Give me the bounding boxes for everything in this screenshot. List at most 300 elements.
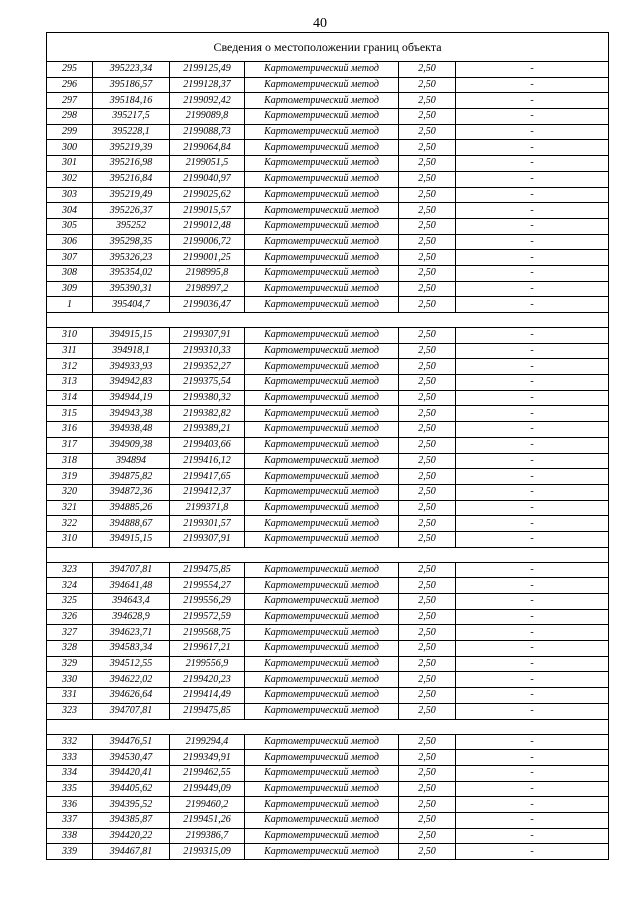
accuracy-cell: 2,50 bbox=[399, 531, 456, 547]
x-coordinate-cell: 394643,4 bbox=[93, 594, 170, 610]
x-coordinate-cell: 394894 bbox=[93, 453, 170, 469]
point-number-cell: 335 bbox=[47, 781, 93, 797]
description-cell: - bbox=[456, 812, 609, 828]
table-row bbox=[47, 594, 609, 610]
x-coordinate-cell: 394405,62 bbox=[93, 781, 170, 797]
x-coordinate-cell: 394707,81 bbox=[93, 703, 170, 719]
table-row bbox=[47, 171, 609, 187]
accuracy-cell: 2,50 bbox=[399, 62, 456, 78]
accuracy-cell: 2,50 bbox=[399, 281, 456, 297]
method-cell: Картометрический метод bbox=[245, 234, 399, 250]
description-cell: - bbox=[456, 656, 609, 672]
table-row bbox=[47, 359, 609, 375]
table-row bbox=[47, 156, 609, 172]
table-row bbox=[47, 484, 609, 500]
x-coordinate-cell: 394395,52 bbox=[93, 797, 170, 813]
x-coordinate-cell: 394420,22 bbox=[93, 828, 170, 844]
accuracy-cell: 2,50 bbox=[399, 641, 456, 657]
point-number-cell: 296 bbox=[47, 77, 93, 93]
table-row bbox=[47, 781, 609, 797]
x-coordinate-cell: 394512,55 bbox=[93, 656, 170, 672]
point-number-cell: 310 bbox=[47, 531, 93, 547]
table-row bbox=[47, 187, 609, 203]
description-cell: - bbox=[456, 187, 609, 203]
method-cell: Картометрический метод bbox=[245, 156, 399, 172]
y-coordinate-cell: 2199025,62 bbox=[170, 187, 245, 203]
point-number-cell: 333 bbox=[47, 750, 93, 766]
group-separator-cell bbox=[47, 719, 609, 734]
description-cell: - bbox=[456, 688, 609, 704]
y-coordinate-cell: 2199040,97 bbox=[170, 171, 245, 187]
accuracy-cell: 2,50 bbox=[399, 844, 456, 860]
y-coordinate-cell: 2199386,7 bbox=[170, 828, 245, 844]
description-cell: - bbox=[456, 609, 609, 625]
accuracy-cell: 2,50 bbox=[399, 828, 456, 844]
table-row bbox=[47, 750, 609, 766]
y-coordinate-cell: 2199554,27 bbox=[170, 578, 245, 594]
method-cell: Картометрический метод bbox=[245, 203, 399, 219]
x-coordinate-cell: 394707,81 bbox=[93, 562, 170, 578]
method-cell: Картометрический метод bbox=[245, 609, 399, 625]
description-cell: - bbox=[456, 437, 609, 453]
accuracy-cell: 2,50 bbox=[399, 250, 456, 266]
description-cell: - bbox=[456, 844, 609, 860]
description-cell: - bbox=[456, 203, 609, 219]
y-coordinate-cell: 2199064,84 bbox=[170, 140, 245, 156]
accuracy-cell: 2,50 bbox=[399, 390, 456, 406]
accuracy-cell: 2,50 bbox=[399, 500, 456, 516]
x-coordinate-cell: 394641,48 bbox=[93, 578, 170, 594]
table-row bbox=[47, 437, 609, 453]
y-coordinate-cell: 2199036,47 bbox=[170, 297, 245, 313]
point-number-cell: 337 bbox=[47, 812, 93, 828]
method-cell: Картометрический метод bbox=[245, 453, 399, 469]
method-cell: Картометрический метод bbox=[245, 797, 399, 813]
y-coordinate-cell: 2199460,2 bbox=[170, 797, 245, 813]
accuracy-cell: 2,50 bbox=[399, 437, 456, 453]
y-coordinate-cell: 2199352,27 bbox=[170, 359, 245, 375]
table-row bbox=[47, 562, 609, 578]
y-coordinate-cell: 2199556,9 bbox=[170, 656, 245, 672]
accuracy-cell: 2,50 bbox=[399, 265, 456, 281]
method-cell: Картометрический метод bbox=[245, 781, 399, 797]
accuracy-cell: 2,50 bbox=[399, 93, 456, 109]
x-coordinate-cell: 394583,34 bbox=[93, 641, 170, 657]
table-row bbox=[47, 234, 609, 250]
description-cell: - bbox=[456, 124, 609, 140]
description-cell: - bbox=[456, 375, 609, 391]
method-cell: Картометрический метод bbox=[245, 578, 399, 594]
group-separator-row bbox=[47, 719, 609, 734]
point-number-cell: 322 bbox=[47, 516, 93, 532]
method-cell: Картометрический метод bbox=[245, 343, 399, 359]
table-row bbox=[47, 62, 609, 78]
method-cell: Картометрический метод bbox=[245, 703, 399, 719]
method-cell: Картометрический метод bbox=[245, 656, 399, 672]
x-coordinate-cell: 394938,48 bbox=[93, 422, 170, 438]
accuracy-cell: 2,50 bbox=[399, 765, 456, 781]
table-row bbox=[47, 375, 609, 391]
point-number-cell: 305 bbox=[47, 218, 93, 234]
method-cell: Картометрический метод bbox=[245, 62, 399, 78]
method-cell: Картометрический метод bbox=[245, 734, 399, 750]
description-cell: - bbox=[456, 703, 609, 719]
y-coordinate-cell: 2199307,91 bbox=[170, 328, 245, 344]
x-coordinate-cell: 394888,67 bbox=[93, 516, 170, 532]
accuracy-cell: 2,50 bbox=[399, 171, 456, 187]
x-coordinate-cell: 395219,49 bbox=[93, 187, 170, 203]
point-number-cell: 306 bbox=[47, 234, 93, 250]
x-coordinate-cell: 395226,37 bbox=[93, 203, 170, 219]
description-cell: - bbox=[456, 516, 609, 532]
method-cell: Картометрический метод bbox=[245, 109, 399, 125]
description-cell: - bbox=[456, 406, 609, 422]
method-cell: Картометрический метод bbox=[245, 765, 399, 781]
description-cell: - bbox=[456, 765, 609, 781]
accuracy-cell: 2,50 bbox=[399, 359, 456, 375]
method-cell: Картометрический метод bbox=[245, 390, 399, 406]
table-row bbox=[47, 422, 609, 438]
y-coordinate-cell: 2199572,59 bbox=[170, 609, 245, 625]
x-coordinate-cell: 394476,51 bbox=[93, 734, 170, 750]
y-coordinate-cell: 2199449,09 bbox=[170, 781, 245, 797]
description-cell: - bbox=[456, 109, 609, 125]
point-number-cell: 321 bbox=[47, 500, 93, 516]
accuracy-cell: 2,50 bbox=[399, 688, 456, 704]
accuracy-cell: 2,50 bbox=[399, 453, 456, 469]
description-cell: - bbox=[456, 140, 609, 156]
description-cell: - bbox=[456, 797, 609, 813]
accuracy-cell: 2,50 bbox=[399, 156, 456, 172]
description-cell: - bbox=[456, 828, 609, 844]
table-row bbox=[47, 531, 609, 547]
table-row bbox=[47, 297, 609, 313]
table-row bbox=[47, 641, 609, 657]
table-row bbox=[47, 703, 609, 719]
point-number-cell: 295 bbox=[47, 62, 93, 78]
method-cell: Картометрический метод bbox=[245, 641, 399, 657]
point-number-cell: 313 bbox=[47, 375, 93, 391]
table-row bbox=[47, 578, 609, 594]
point-number-cell: 298 bbox=[47, 109, 93, 125]
group-separator-cell bbox=[47, 313, 609, 328]
accuracy-cell: 2,50 bbox=[399, 672, 456, 688]
point-number-cell: 312 bbox=[47, 359, 93, 375]
y-coordinate-cell: 2199475,85 bbox=[170, 562, 245, 578]
y-coordinate-cell: 2198995,8 bbox=[170, 265, 245, 281]
point-number-cell: 303 bbox=[47, 187, 93, 203]
table-row bbox=[47, 500, 609, 516]
method-cell: Картометрический метод bbox=[245, 500, 399, 516]
x-coordinate-cell: 395326,23 bbox=[93, 250, 170, 266]
description-cell: - bbox=[456, 500, 609, 516]
y-coordinate-cell: 2199417,65 bbox=[170, 469, 245, 485]
boundary-coordinates-table bbox=[46, 32, 609, 860]
point-number-cell: 334 bbox=[47, 765, 93, 781]
table-row bbox=[47, 390, 609, 406]
description-cell: - bbox=[456, 531, 609, 547]
method-cell: Картометрический метод bbox=[245, 281, 399, 297]
point-number-cell: 338 bbox=[47, 828, 93, 844]
point-number-cell: 327 bbox=[47, 625, 93, 641]
x-coordinate-cell: 395252 bbox=[93, 218, 170, 234]
point-number-cell: 300 bbox=[47, 140, 93, 156]
y-coordinate-cell: 2199089,8 bbox=[170, 109, 245, 125]
x-coordinate-cell: 395228,1 bbox=[93, 124, 170, 140]
point-number-cell: 309 bbox=[47, 281, 93, 297]
point-number-cell: 331 bbox=[47, 688, 93, 704]
method-cell: Картометрический метод bbox=[245, 844, 399, 860]
description-cell: - bbox=[456, 390, 609, 406]
method-cell: Картометрический метод bbox=[245, 359, 399, 375]
method-cell: Картометрический метод bbox=[245, 250, 399, 266]
x-coordinate-cell: 394918,1 bbox=[93, 343, 170, 359]
accuracy-cell: 2,50 bbox=[399, 109, 456, 125]
x-coordinate-cell: 394420,41 bbox=[93, 765, 170, 781]
table-row bbox=[47, 109, 609, 125]
accuracy-cell: 2,50 bbox=[399, 609, 456, 625]
point-number-cell: 316 bbox=[47, 422, 93, 438]
y-coordinate-cell: 2199310,33 bbox=[170, 343, 245, 359]
y-coordinate-cell: 2199006,72 bbox=[170, 234, 245, 250]
y-coordinate-cell: 2199568,75 bbox=[170, 625, 245, 641]
description-cell: - bbox=[456, 171, 609, 187]
point-number-cell: 320 bbox=[47, 484, 93, 500]
description-cell: - bbox=[456, 62, 609, 78]
accuracy-cell: 2,50 bbox=[399, 469, 456, 485]
x-coordinate-cell: 394622,02 bbox=[93, 672, 170, 688]
accuracy-cell: 2,50 bbox=[399, 297, 456, 313]
x-coordinate-cell: 394467,81 bbox=[93, 844, 170, 860]
point-number-cell: 332 bbox=[47, 734, 93, 750]
y-coordinate-cell: 2198997,2 bbox=[170, 281, 245, 297]
accuracy-cell: 2,50 bbox=[399, 140, 456, 156]
point-number-cell: 325 bbox=[47, 594, 93, 610]
description-cell: - bbox=[456, 343, 609, 359]
point-number-cell: 315 bbox=[47, 406, 93, 422]
method-cell: Картометрический метод bbox=[245, 688, 399, 704]
point-number-cell: 336 bbox=[47, 797, 93, 813]
method-cell: Картометрический метод bbox=[245, 218, 399, 234]
description-cell: - bbox=[456, 469, 609, 485]
table-row bbox=[47, 140, 609, 156]
x-coordinate-cell: 394933,93 bbox=[93, 359, 170, 375]
table-row bbox=[47, 797, 609, 813]
method-cell: Картометрический метод bbox=[245, 422, 399, 438]
table-row bbox=[47, 469, 609, 485]
x-coordinate-cell: 395354,02 bbox=[93, 265, 170, 281]
point-number-cell: 302 bbox=[47, 171, 93, 187]
description-cell: - bbox=[456, 734, 609, 750]
method-cell: Картометрический метод bbox=[245, 531, 399, 547]
table-row bbox=[47, 124, 609, 140]
table-row bbox=[47, 609, 609, 625]
point-number-cell: 1 bbox=[47, 297, 93, 313]
description-cell: - bbox=[456, 484, 609, 500]
accuracy-cell: 2,50 bbox=[399, 516, 456, 532]
point-number-cell: 304 bbox=[47, 203, 93, 219]
method-cell: Картометрический метод bbox=[245, 406, 399, 422]
table-row bbox=[47, 218, 609, 234]
table-title-row bbox=[47, 33, 609, 62]
y-coordinate-cell: 2199088,73 bbox=[170, 124, 245, 140]
description-cell: - bbox=[456, 77, 609, 93]
x-coordinate-cell: 395184,16 bbox=[93, 93, 170, 109]
point-number-cell: 323 bbox=[47, 562, 93, 578]
y-coordinate-cell: 2199375,54 bbox=[170, 375, 245, 391]
point-number-cell: 307 bbox=[47, 250, 93, 266]
x-coordinate-cell: 394909,38 bbox=[93, 437, 170, 453]
point-number-cell: 328 bbox=[47, 641, 93, 657]
description-cell: - bbox=[456, 328, 609, 344]
x-coordinate-cell: 394915,15 bbox=[93, 328, 170, 344]
x-coordinate-cell: 395216,98 bbox=[93, 156, 170, 172]
method-cell: Картометрический метод bbox=[245, 828, 399, 844]
table-row bbox=[47, 328, 609, 344]
method-cell: Картометрический метод bbox=[245, 77, 399, 93]
table-row bbox=[47, 656, 609, 672]
table-title: Сведения о местоположении границ объекта bbox=[47, 33, 609, 62]
table-row bbox=[47, 828, 609, 844]
x-coordinate-cell: 394872,36 bbox=[93, 484, 170, 500]
table-row bbox=[47, 625, 609, 641]
accuracy-cell: 2,50 bbox=[399, 77, 456, 93]
table-row bbox=[47, 93, 609, 109]
accuracy-cell: 2,50 bbox=[399, 781, 456, 797]
description-cell: - bbox=[456, 250, 609, 266]
method-cell: Картометрический метод bbox=[245, 437, 399, 453]
x-coordinate-cell: 394943,38 bbox=[93, 406, 170, 422]
method-cell: Картометрический метод bbox=[245, 297, 399, 313]
x-coordinate-cell: 394944,19 bbox=[93, 390, 170, 406]
x-coordinate-cell: 394885,26 bbox=[93, 500, 170, 516]
method-cell: Картометрический метод bbox=[245, 171, 399, 187]
x-coordinate-cell: 395223,34 bbox=[93, 62, 170, 78]
method-cell: Картометрический метод bbox=[245, 812, 399, 828]
x-coordinate-cell: 395390,31 bbox=[93, 281, 170, 297]
y-coordinate-cell: 2199451,26 bbox=[170, 812, 245, 828]
table-row bbox=[47, 265, 609, 281]
y-coordinate-cell: 2199462,55 bbox=[170, 765, 245, 781]
point-number-cell: 297 bbox=[47, 93, 93, 109]
table-row bbox=[47, 765, 609, 781]
accuracy-cell: 2,50 bbox=[399, 343, 456, 359]
description-cell: - bbox=[456, 156, 609, 172]
x-coordinate-cell: 394623,71 bbox=[93, 625, 170, 641]
method-cell: Картометрический метод bbox=[245, 93, 399, 109]
method-cell: Картометрический метод bbox=[245, 562, 399, 578]
x-coordinate-cell: 395217,5 bbox=[93, 109, 170, 125]
description-cell: - bbox=[456, 93, 609, 109]
y-coordinate-cell: 2199125,49 bbox=[170, 62, 245, 78]
point-number-cell: 323 bbox=[47, 703, 93, 719]
method-cell: Картометрический метод bbox=[245, 625, 399, 641]
x-coordinate-cell: 394628,9 bbox=[93, 609, 170, 625]
table-row bbox=[47, 343, 609, 359]
y-coordinate-cell: 2199403,66 bbox=[170, 437, 245, 453]
accuracy-cell: 2,50 bbox=[399, 328, 456, 344]
table-row bbox=[47, 844, 609, 860]
point-number-cell: 339 bbox=[47, 844, 93, 860]
description-cell: - bbox=[456, 594, 609, 610]
description-cell: - bbox=[456, 359, 609, 375]
method-cell: Картометрический метод bbox=[245, 672, 399, 688]
accuracy-cell: 2,50 bbox=[399, 750, 456, 766]
method-cell: Картометрический метод bbox=[245, 140, 399, 156]
y-coordinate-cell: 2199382,82 bbox=[170, 406, 245, 422]
description-cell: - bbox=[456, 562, 609, 578]
description-cell: - bbox=[456, 750, 609, 766]
description-cell: - bbox=[456, 218, 609, 234]
y-coordinate-cell: 2199389,21 bbox=[170, 422, 245, 438]
description-cell: - bbox=[456, 641, 609, 657]
description-cell: - bbox=[456, 234, 609, 250]
x-coordinate-cell: 395404,7 bbox=[93, 297, 170, 313]
accuracy-cell: 2,50 bbox=[399, 812, 456, 828]
accuracy-cell: 2,50 bbox=[399, 422, 456, 438]
group-separator-row bbox=[47, 313, 609, 328]
x-coordinate-cell: 395186,57 bbox=[93, 77, 170, 93]
y-coordinate-cell: 2199315,09 bbox=[170, 844, 245, 860]
table-row bbox=[47, 77, 609, 93]
x-coordinate-cell: 395298,35 bbox=[93, 234, 170, 250]
description-cell: - bbox=[456, 453, 609, 469]
description-cell: - bbox=[456, 265, 609, 281]
accuracy-cell: 2,50 bbox=[399, 797, 456, 813]
point-number-cell: 324 bbox=[47, 578, 93, 594]
y-coordinate-cell: 2199380,32 bbox=[170, 390, 245, 406]
point-number-cell: 317 bbox=[47, 437, 93, 453]
accuracy-cell: 2,50 bbox=[399, 187, 456, 203]
accuracy-cell: 2,50 bbox=[399, 734, 456, 750]
table-row bbox=[47, 734, 609, 750]
method-cell: Картометрический метод bbox=[245, 328, 399, 344]
y-coordinate-cell: 2199001,25 bbox=[170, 250, 245, 266]
y-coordinate-cell: 2199475,85 bbox=[170, 703, 245, 719]
description-cell: - bbox=[456, 297, 609, 313]
y-coordinate-cell: 2199301,57 bbox=[170, 516, 245, 532]
description-cell: - bbox=[456, 281, 609, 297]
y-coordinate-cell: 2199051,5 bbox=[170, 156, 245, 172]
y-coordinate-cell: 2199294,4 bbox=[170, 734, 245, 750]
description-cell: - bbox=[456, 578, 609, 594]
accuracy-cell: 2,50 bbox=[399, 406, 456, 422]
table-row bbox=[47, 250, 609, 266]
y-coordinate-cell: 2199092,42 bbox=[170, 93, 245, 109]
point-number-cell: 326 bbox=[47, 609, 93, 625]
accuracy-cell: 2,50 bbox=[399, 562, 456, 578]
page-number: 40 bbox=[313, 16, 327, 31]
x-coordinate-cell: 394626,64 bbox=[93, 688, 170, 704]
accuracy-cell: 2,50 bbox=[399, 578, 456, 594]
accuracy-cell: 2,50 bbox=[399, 703, 456, 719]
point-number-cell: 299 bbox=[47, 124, 93, 140]
method-cell: Картометрический метод bbox=[245, 375, 399, 391]
method-cell: Картометрический метод bbox=[245, 124, 399, 140]
x-coordinate-cell: 394942,83 bbox=[93, 375, 170, 391]
method-cell: Картометрический метод bbox=[245, 469, 399, 485]
accuracy-cell: 2,50 bbox=[399, 234, 456, 250]
y-coordinate-cell: 2199420,23 bbox=[170, 672, 245, 688]
method-cell: Картометрический метод bbox=[245, 594, 399, 610]
x-coordinate-cell: 394875,82 bbox=[93, 469, 170, 485]
y-coordinate-cell: 2199128,37 bbox=[170, 77, 245, 93]
table-row bbox=[47, 672, 609, 688]
group-separator-row bbox=[47, 547, 609, 562]
accuracy-cell: 2,50 bbox=[399, 594, 456, 610]
x-coordinate-cell: 394385,87 bbox=[93, 812, 170, 828]
method-cell: Картометрический метод bbox=[245, 265, 399, 281]
